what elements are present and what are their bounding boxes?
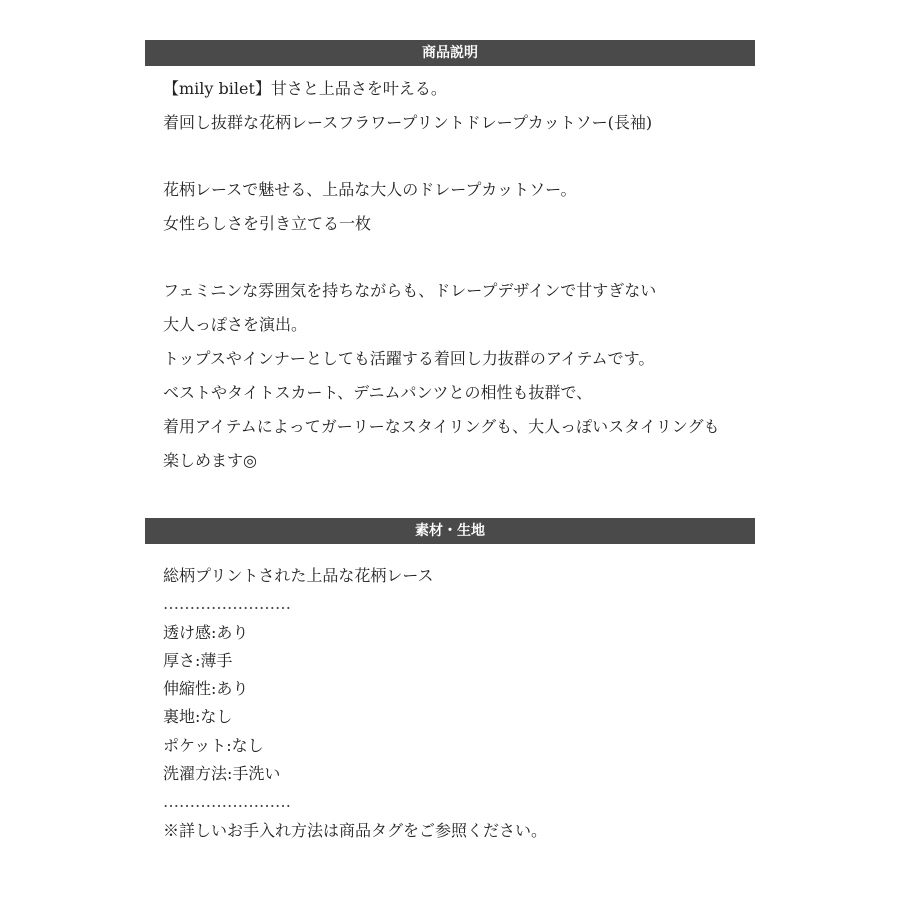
material-line: 総柄プリントされた上品な花柄レース [163,566,434,585]
description-line: 楽しめます◎ [163,451,257,470]
material-spec-pocket: ポケット:なし [163,735,264,755]
material-spec-stretch: 伸縮性:あり [163,679,249,699]
description-body [163,76,763,482]
care-note: ※詳しいお手入れ方法は商品タグをご参照ください。 [163,820,548,840]
description-line: ベストやタイトスカート、デニムパンツとの相性も抜群で、 [163,383,593,402]
description-line: 花柄レースで魅せる、上品な大人のドレープカットソー。 [163,180,577,199]
description-line: 【mily bilet】甘さと上品さを叶える。 [163,79,447,98]
blank-line [163,245,763,278]
description-line: 大人っぽさを演出。 [163,315,308,334]
description-line: 着用アイテムによってガーリーなスタイリングも、大人っぽいスタイリングも [163,417,720,436]
section-header-material: 素材・生地 [145,518,755,544]
material-spec-washing: 洗濯方法:手洗い [163,764,281,784]
description-line: フェミニンな雰囲気を持ちながらも、ドレープデザインで甘すぎない [163,281,657,300]
section-header-description: 商品説明 [145,40,755,66]
description-line: トップスやインナーとしても活躍する着回し力抜群のアイテムです。 [163,349,655,368]
material-body [163,562,763,845]
material-spec-lining: 裏地:なし [163,707,233,727]
description-line: 着回し抜群な花柄レースフラワープリントドレープカットソー(長袖) [163,113,653,132]
description-line: 女性らしさを引き立てる一枚 [163,214,372,233]
dotted-divider: …………………… [163,792,291,812]
blank-line [163,144,763,177]
material-spec-thickness: 厚さ:薄手 [163,650,233,670]
dotted-divider: …………………… [163,594,291,614]
material-spec-transparency: 透け感:あり [163,622,249,642]
